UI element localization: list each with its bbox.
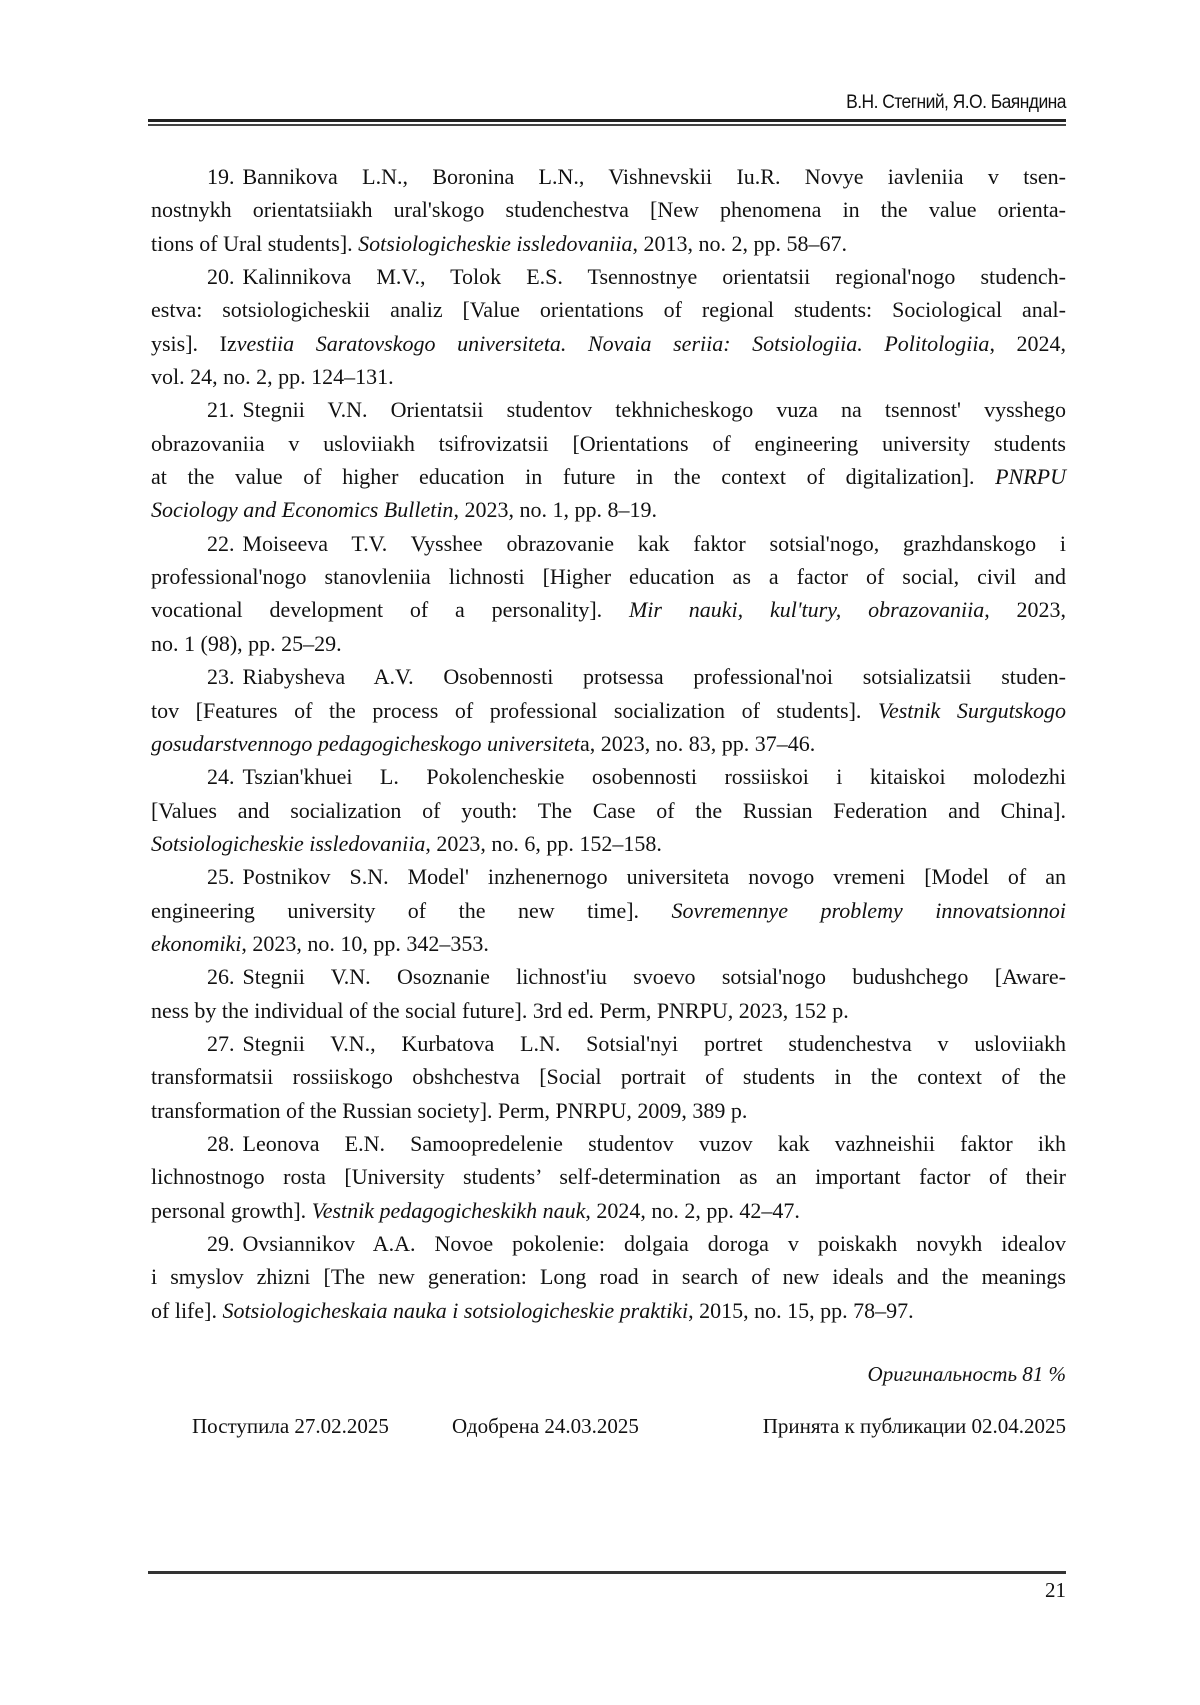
reference-line (151, 860, 1066, 893)
reference-line (151, 827, 1066, 860)
originality-note: Оригинальность 81 % (868, 1362, 1066, 1387)
reference-text: , 2023, no. 10, pp. 342–353. (241, 931, 489, 956)
reference-text: , 2023, no. 1, pp. 8–19. (453, 497, 657, 522)
reference-text: Kalinnikova M.V., Tolok E.S. Tsennostnye orientatsii regional'nogo studench- (243, 264, 1067, 289)
reference-text: , 2023, no. 6, pp. 152–158. (425, 831, 662, 856)
reference-item (151, 1127, 1066, 1227)
reference-text: Stegnii V.N. Osoznanie lichnost'iu svoevo sotsial'nogo budushchego [Aware- (243, 964, 1067, 989)
reference-number: 21. (207, 397, 235, 422)
reference-text: tov [Features of the process of professional socialization of students]. (151, 698, 878, 723)
reference-line (151, 660, 1066, 693)
reference-text: Bannikova L.N., Boronina L.N., Vishnevskii Iu.R. Novye iavleniia v tsen- (243, 164, 1067, 189)
reference-text: , 2023, (984, 597, 1066, 622)
reference-line (151, 894, 1066, 927)
reference-number: 25. (207, 864, 235, 889)
reference-item (151, 660, 1066, 760)
reference-line (151, 460, 1066, 493)
reference-item (151, 1027, 1066, 1127)
reference-number: 20. (207, 264, 235, 289)
reference-text: nostnykh orientatsiiakh ural'skogo studenchestva [New phenomena in the value orienta- (151, 197, 1066, 222)
reference-line (151, 1260, 1066, 1293)
reference-text: Leonova E.N. Samoopredelenie studentov vuzov kak vazhneishii faktor ikh (243, 1131, 1067, 1156)
reference-text: , 2013, no. 2, pp. 58–67. (633, 231, 848, 256)
reference-text: no. 1 (98), pp. 25–29. (151, 631, 342, 656)
running-head-authors: В.Н. Стегний, Я.О. Баяндина (846, 92, 1066, 114)
date-received: Поступила 27.02.2025 (192, 1414, 389, 1439)
reference-text: Moiseeva T.V. Vysshee obrazovanie kak faktor sotsial'nogo, grazhdanskogo i (243, 531, 1067, 556)
reference-number: 24. (207, 764, 235, 789)
reference-source-title: Sociology and Economics Bulletin (151, 497, 453, 522)
reference-line (151, 1227, 1066, 1260)
reference-source-title: ekonomiki (151, 931, 241, 956)
reference-text: ness by the individual of the social future]. 3rd ed. Perm, PNRPU, 2023, 152 p. (151, 998, 849, 1023)
reference-list (151, 160, 1066, 1327)
reference-line (151, 260, 1066, 293)
page-number: 21 (1045, 1578, 1066, 1603)
reference-line (151, 393, 1066, 426)
reference-source-title: Sotsiologicheskaia nauka i sotsiologicheskie praktiki (222, 1298, 688, 1323)
reference-text: Postnikov S.N. Model' inzhenernogo universiteta novogo vremeni [Model of an (243, 864, 1067, 889)
reference-line (151, 1294, 1066, 1327)
reference-source-title: Sotsiologicheskie issledovaniia (358, 231, 632, 256)
reference-text: , 2015, no. 15, pp. 78–97. (688, 1298, 914, 1323)
reference-source-title: Mir nauki, kul'tury, obrazovaniia (629, 597, 984, 622)
reference-line (151, 493, 1066, 526)
reference-text: vocational development of a personality]. (151, 597, 629, 622)
reference-text: Ovsiannikov A.A. Novoe pokolenie: dolgaia doroga v poiskakh novykh idealov (243, 1231, 1067, 1256)
reference-line (151, 527, 1066, 560)
reference-number: 23. (207, 664, 235, 689)
reference-text: professional'nogo stanovleniia lichnosti [Higher education as a factor of social, civil and (151, 564, 1066, 589)
reference-source-title: gosudarstvennogo pedagogicheskogo universitet (151, 731, 580, 756)
reference-item (151, 1227, 1066, 1327)
reference-line (151, 627, 1066, 660)
reference-line (151, 794, 1066, 827)
reference-text: a, 2023, no. 83, pp. 37–46. (580, 731, 815, 756)
reference-line (151, 1160, 1066, 1193)
reference-text: , 2024, no. 2, pp. 42–47. (585, 1198, 800, 1223)
reference-line (151, 427, 1066, 460)
reference-line (151, 994, 1066, 1027)
reference-line (151, 560, 1066, 593)
reference-line (151, 193, 1066, 226)
reference-source-title: vestiia Saratovskogo universiteta. Novaia seriia: Sotsiologiia. Politologiia (237, 331, 990, 356)
reference-text: i smyslov zhizni [The new generation: Long road in search of new ideals and the meanings (151, 1264, 1066, 1289)
reference-number: 29. (207, 1231, 235, 1256)
reference-text: vol. 24, no. 2, pp. 124–131. (151, 364, 394, 389)
reference-item (151, 960, 1066, 1027)
reference-line (151, 593, 1066, 626)
reference-text: estva: sotsiologicheskii analiz [Value orientations of regional students: Sociological anal- (151, 297, 1066, 322)
reference-source-title: Vestnik pedagogicheskikh nauk (312, 1198, 586, 1223)
reference-text: engineering university of the new time]. (151, 898, 672, 923)
reference-item (151, 760, 1066, 860)
reference-source-title: Sotsiologicheskie issledovaniia (151, 831, 425, 856)
reference-source-title: Vestnik Surgutskogo (878, 698, 1066, 723)
reference-line (151, 927, 1066, 960)
reference-text: ysis]. Iz (151, 331, 237, 356)
header-rule (148, 119, 1066, 122)
reference-number: 22. (207, 531, 235, 556)
reference-text: Stegnii V.N., Kurbatova L.N. Sotsial'nyi portret studenchestva v usloviiakh (243, 1031, 1067, 1056)
reference-line (151, 1027, 1066, 1060)
reference-line (151, 694, 1066, 727)
reference-text: tions of Ural students]. (151, 231, 358, 256)
reference-text: Riabysheva A.V. Osobennosti protsessa professional'noi sotsializatsii studen- (243, 664, 1067, 689)
reference-number: 27. (207, 1031, 235, 1056)
reference-item (151, 860, 1066, 960)
reference-text: Stegnii V.N. Orientatsii studentov tekhnicheskogo vuza na tsennost' vysshego (243, 397, 1067, 422)
reference-text: lichnostnogo rosta [University students’ self-determination as an important factor of their (151, 1164, 1066, 1189)
reference-text: Tszian'khuei L. Pokolencheskie osobennosti rossiiskoi i kitaiskoi molodezhi (243, 764, 1067, 789)
reference-item (151, 260, 1066, 393)
reference-line (151, 327, 1066, 360)
reference-line (151, 293, 1066, 326)
reference-number: 28. (207, 1131, 235, 1156)
reference-source-title: Sovremennye problemy innovatsionnoi (672, 898, 1066, 923)
date-accepted: Принята к публикации 02.04.2025 (763, 1414, 1066, 1439)
reference-item (151, 160, 1066, 260)
reference-line (151, 1127, 1066, 1160)
reference-line (151, 1060, 1066, 1093)
reference-line (151, 1194, 1066, 1227)
reference-number: 19. (207, 164, 235, 189)
reference-text: at the value of higher education in future in the context of digitalization]. (151, 464, 995, 489)
reference-item (151, 527, 1066, 660)
reference-text: transformatsii rossiiskogo obshchestva [Social portrait of students in the context of the (151, 1064, 1066, 1089)
reference-text: , 2024, (989, 331, 1066, 356)
reference-line (151, 1094, 1066, 1127)
reference-text: obrazovaniia v usloviiakh tsifrovizatsii [Orientations of engineering university students (151, 431, 1066, 456)
reference-item (151, 393, 1066, 526)
date-approved: Одобрена 24.03.2025 (452, 1414, 639, 1439)
reference-number: 26. (207, 964, 235, 989)
reference-line (151, 360, 1066, 393)
reference-line (151, 760, 1066, 793)
reference-text: personal growth]. (151, 1198, 312, 1223)
reference-text: of life]. (151, 1298, 222, 1323)
reference-line (151, 727, 1066, 760)
reference-text: transformation of the Russian society]. Perm, PNRPU, 2009, 389 p. (151, 1098, 747, 1123)
reference-line (151, 227, 1066, 260)
footer-rule (148, 1571, 1066, 1574)
reference-source-title: PNRPU (995, 464, 1066, 489)
reference-line (151, 960, 1066, 993)
header-rule-secondary (148, 124, 1066, 126)
reference-text: [Values and socialization of youth: The Case of the Russian Federation and China]. (151, 798, 1066, 823)
reference-line (151, 160, 1066, 193)
